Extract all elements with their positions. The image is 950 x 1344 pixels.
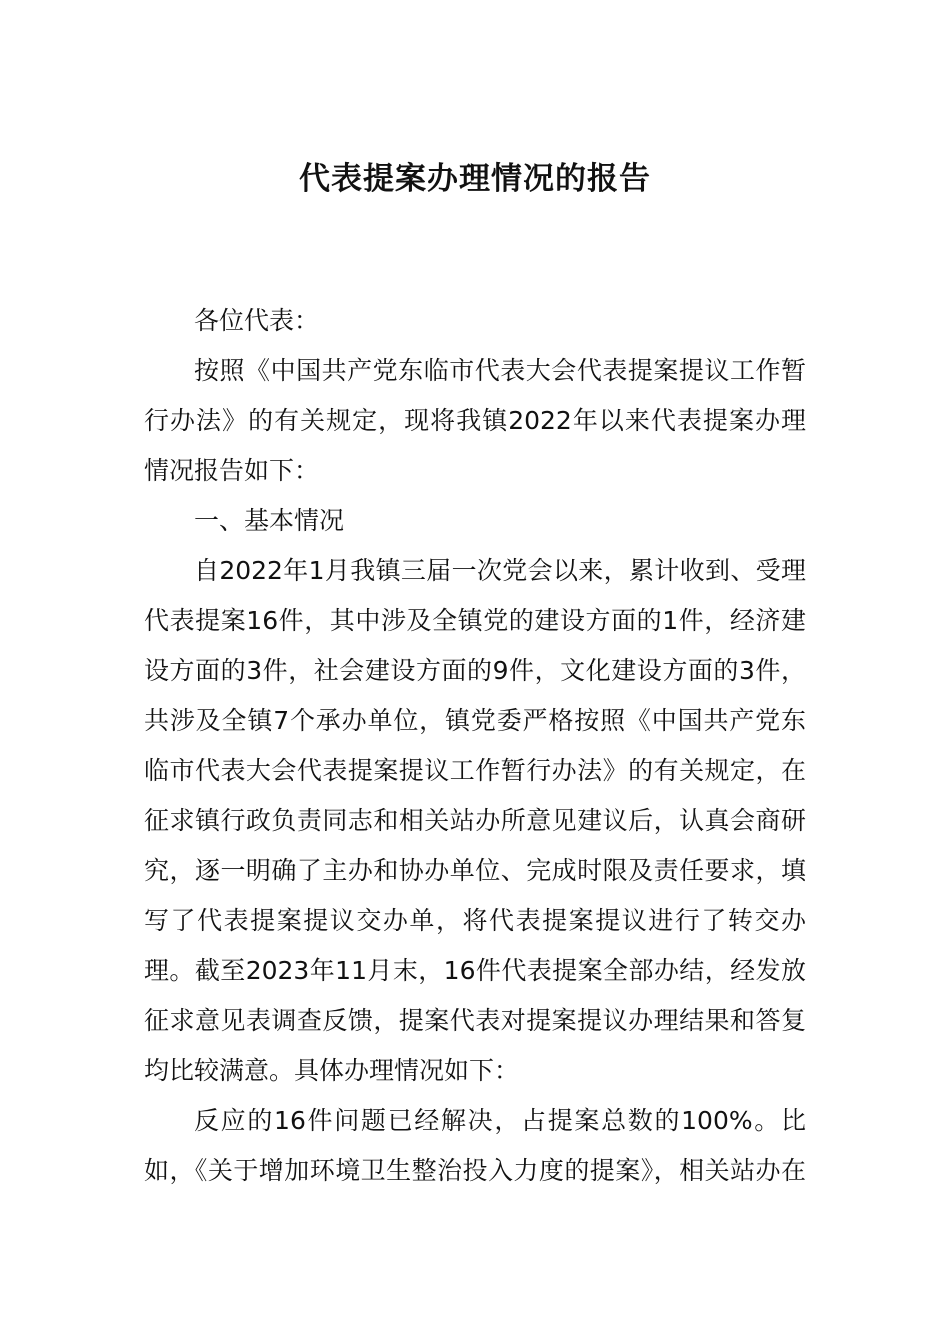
section-heading-basic-situation: 一、基本情况	[194, 506, 345, 535]
document-title: 代表提案办理情况的报告	[299, 161, 651, 197]
basic-situation-paragraph: 自2022年1月我镇三届一次党会以来，累计收到、受理代表提案16件，其中涉及全镇党的建设方面的1件，经济建设方面的3件，社会建设方面的9件，文化建设方面的3件，共涉及全镇7个承办单位，镇党委严格按照《中国共产党东临市代表大会代表提案提议工作暂行办法》的有关规定，在征求镇行政负责同志和相关站办所意见建议后，认真会商研究，逐一明确了主办和协办单位、完成时限及责任要求，填写了代表提案提议交办单，将代表提案提议进行了转交办理。截至2023年11月末，16件代表提案全部办结，经发放征求意见表调查反馈，提案代表对提案提议办理结果和答复均比较满意。具体办理情况如下：	[144, 556, 806, 1085]
salutation-paragraph: 各位代表：	[194, 306, 320, 335]
resolution-paragraph: 反应的16件问题已经解决，占提案总数的100%。比如，《关于增加环境卫生整治投入力度的提案》，相关站办在	[144, 1106, 806, 1185]
document-body	[144, 296, 806, 1196]
intro-paragraph: 按照《中国共产党东临市代表大会代表提案提议工作暂行办法》的有关规定，现将我镇2022年以来代表提案办理情况报告如下：	[144, 356, 806, 485]
